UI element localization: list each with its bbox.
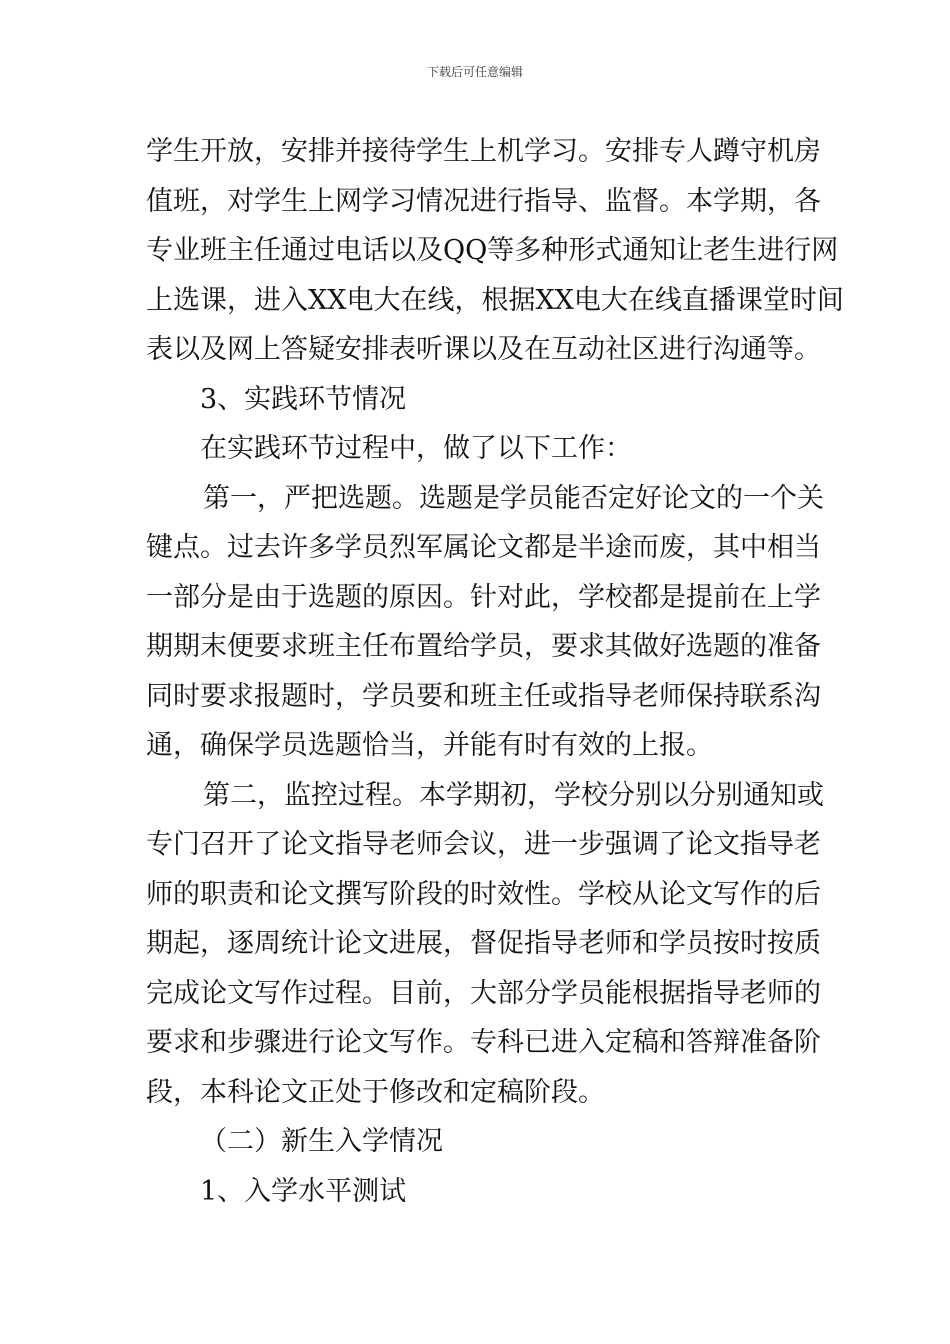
body-line: 要求和步骤进行论文写作。专科已进入定稿和答辩准备阶	[146, 1027, 821, 1058]
body-line: 专门召开了论文指导老师会议，进一步强调了论文指导老	[146, 829, 821, 860]
body-line: 师的职责和论文撰写阶段的时效性。学校从论文写作的后	[146, 878, 821, 910]
body-line: 通，确保学员选题恰当，并能有时有效的上报。	[146, 730, 713, 761]
body-line: 期期末便要求班主任布置给学员，要求其做好选题的准备	[146, 631, 821, 662]
section-heading: 1、入学水平测试	[200, 1175, 407, 1207]
section-heading: （二）新生入学情况	[200, 1126, 443, 1157]
body-line: 在实践环节过程中，做了以下工作：	[200, 433, 632, 464]
body-line: 表以及网上答疑安排表听课以及在互动社区进行沟通等。	[146, 334, 821, 365]
body-line: 同时要求报题时，学员要和班主任或指导老师保持联系沟	[146, 680, 821, 712]
body-line: 学生开放，安排并接待学生上机学习。安排专人蹲守机房	[146, 136, 821, 167]
document-body	[146, 127, 844, 1216]
body-line: 第一，严把选题。选题是学员能否定好论文的一个关	[203, 482, 824, 514]
body-line: 专业班主任通过电话以及QQ等多种形式通知让老生进行网	[146, 235, 839, 266]
page-header: 下载后可任意编辑	[426, 65, 523, 79]
body-line: 键点。过去许多学员烈军属论文都是半途而废，其中相当	[146, 532, 821, 563]
body-line: 第二，监控过程。本学期初，学校分别以分别通知或	[203, 779, 824, 811]
body-line: 段，本科论文正处于修改和定稿阶段。	[146, 1076, 605, 1108]
body-line: 上选课，进入XX电大在线，根据XX电大在线直播课堂时间	[146, 284, 844, 316]
body-line: 完成论文写作过程。目前，大部分学员能根据指导老师的	[146, 977, 821, 1009]
body-line: 期起，逐周统计论文进展，督促指导老师和学员按时按质	[146, 928, 821, 959]
section-heading: 3、实践环节情况	[200, 383, 407, 415]
body-line: 值班，对学生上网学习情况进行指导、监督。本学期，各	[146, 185, 821, 217]
body-line: 一部分是由于选题的原因。针对此，学校都是提前在上学	[146, 581, 821, 613]
